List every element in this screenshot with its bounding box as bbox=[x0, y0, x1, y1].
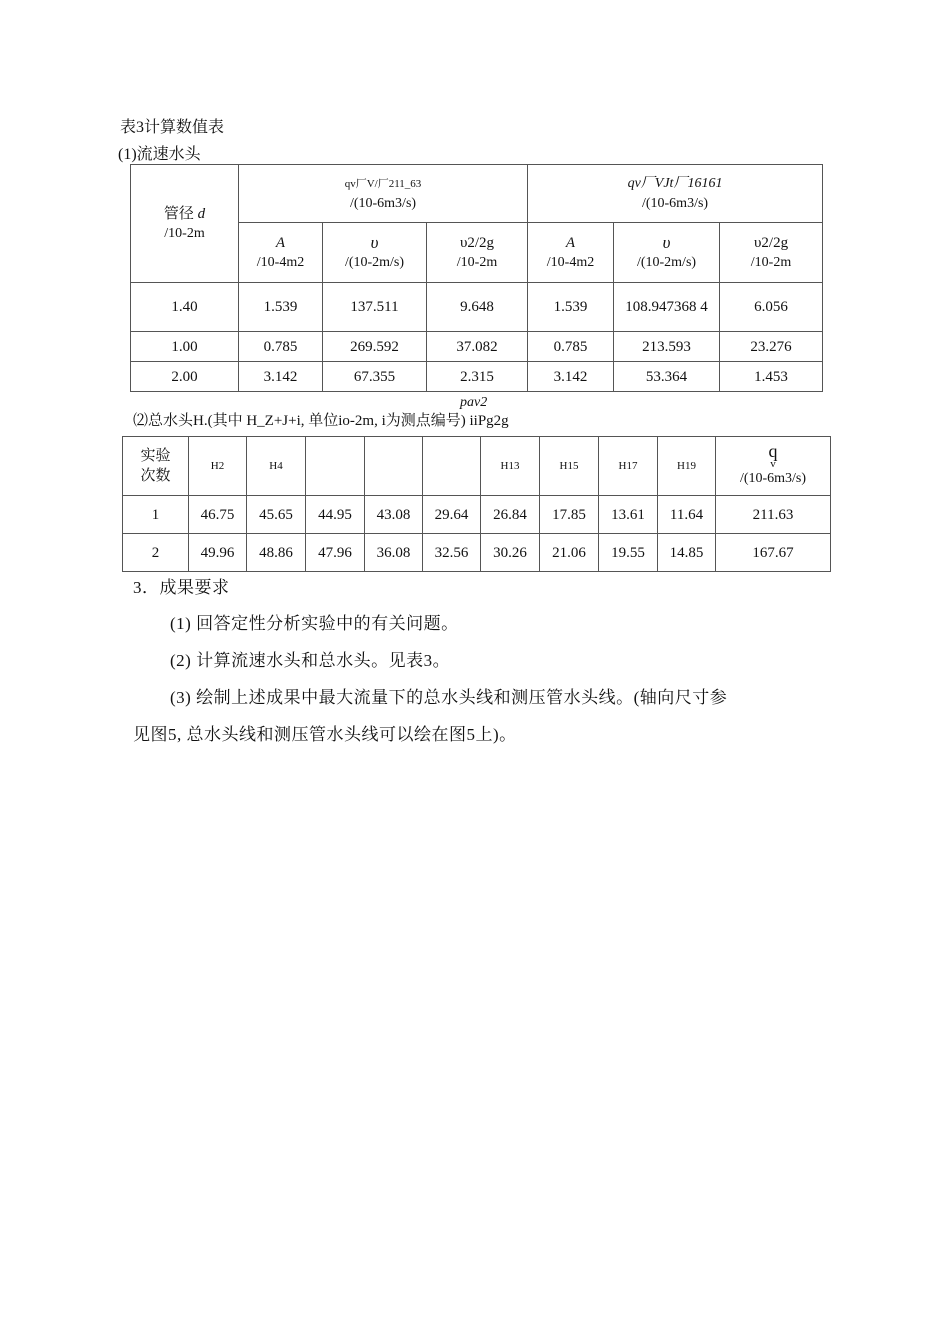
table-cell: 29.64 bbox=[423, 496, 481, 534]
table-cell: 2.315 bbox=[427, 362, 528, 392]
table-row bbox=[131, 362, 823, 392]
table-cell: 47.96 bbox=[306, 534, 365, 572]
velocity-head-header: υ2/2g /10-2m bbox=[427, 223, 528, 283]
column-header: H17 bbox=[599, 437, 658, 496]
flow-group-2-header: qv厂VJt厂16161 /(10-6m3/s) bbox=[528, 165, 823, 223]
pipe-diameter-header: 管径 d /10-2m bbox=[131, 165, 239, 283]
table-cell: 1.00 bbox=[131, 332, 239, 362]
table-cell: 9.648 bbox=[427, 283, 528, 332]
experiment-number-header: 实验 次数 bbox=[123, 437, 189, 496]
table-cell: 3.142 bbox=[239, 362, 323, 392]
table-cell: 0.785 bbox=[239, 332, 323, 362]
table-cell: 1.40 bbox=[131, 283, 239, 332]
table-cell: 1 bbox=[123, 496, 189, 534]
table-cell: 3.142 bbox=[528, 362, 614, 392]
table-cell: 49.96 bbox=[189, 534, 247, 572]
table-cell: 269.592 bbox=[323, 332, 427, 362]
table-cell: 213.593 bbox=[614, 332, 720, 362]
table-cell: 43.08 bbox=[365, 496, 423, 534]
column-header: H19 bbox=[658, 437, 716, 496]
table-row bbox=[131, 283, 823, 332]
requirement-3-continued: 见图5, 总水头线和测压管水头线可以绘在图5上)。 bbox=[133, 725, 517, 744]
section-heading: 3．成果要求 bbox=[133, 578, 230, 597]
table-cell: 137.511 bbox=[323, 283, 427, 332]
table-cell: 26.84 bbox=[481, 496, 540, 534]
velocity-header: υ /(10-2m/s) bbox=[323, 223, 427, 283]
column-header bbox=[365, 437, 423, 496]
table-cell: 108.947368 4 bbox=[614, 283, 720, 332]
table1-subtitle: (1)流速水头 bbox=[118, 146, 201, 163]
table-cell: 6.056 bbox=[720, 283, 823, 332]
table-cell: 53.364 bbox=[614, 362, 720, 392]
table-row bbox=[131, 332, 823, 362]
table-cell: 48.86 bbox=[247, 534, 306, 572]
table-caption: 表3计算数值表 bbox=[120, 119, 225, 136]
table-cell: 44.95 bbox=[306, 496, 365, 534]
table-cell: 14.85 bbox=[658, 534, 716, 572]
requirement-2: (2) 计算流速水头和总水头。见表3。 bbox=[170, 651, 451, 670]
table-cell: 2 bbox=[123, 534, 189, 572]
area-header: A /10-4m2 bbox=[528, 223, 614, 283]
table-cell: 167.67 bbox=[716, 534, 831, 572]
requirement-1: (1) 回答定性分析实验中的有关问题。 bbox=[170, 614, 459, 633]
table-cell: 45.65 bbox=[247, 496, 306, 534]
flow-group-1-header: qv厂V/厂211_63 /(10-6m3/s) bbox=[239, 165, 528, 223]
table-cell: 37.082 bbox=[427, 332, 528, 362]
column-header: H13 bbox=[481, 437, 540, 496]
table-cell: 67.355 bbox=[323, 362, 427, 392]
table-cell: 0.785 bbox=[528, 332, 614, 362]
table-row bbox=[123, 496, 831, 534]
table-cell: 1.539 bbox=[239, 283, 323, 332]
table-cell: 32.56 bbox=[423, 534, 481, 572]
area-header: A /10-4m2 bbox=[239, 223, 323, 283]
table-cell: 30.26 bbox=[481, 534, 540, 572]
table2-subtitle: ⑵总水头H.(其中 H_Z+J+i, 单位io-2m, i为测点编号) iiPg2g bbox=[133, 413, 509, 429]
table-cell: 19.55 bbox=[599, 534, 658, 572]
table-cell: 17.85 bbox=[540, 496, 599, 534]
table-cell: 21.06 bbox=[540, 534, 599, 572]
table-cell: 13.61 bbox=[599, 496, 658, 534]
table-cell: 36.08 bbox=[365, 534, 423, 572]
velocity-header: υ /(10-2m/s) bbox=[614, 223, 720, 283]
column-header bbox=[423, 437, 481, 496]
velocity-head-table bbox=[130, 164, 823, 392]
table-cell: 2.00 bbox=[131, 362, 239, 392]
formula-fragment: pav2 bbox=[460, 395, 488, 410]
table-cell: 1.539 bbox=[528, 283, 614, 332]
column-header bbox=[306, 437, 365, 496]
requirement-3: (3) 绘制上述成果中最大流量下的总水头线和测压管水头线。(轴向尺寸参 bbox=[170, 688, 728, 707]
table-cell: 1.453 bbox=[720, 362, 823, 392]
total-head-table bbox=[122, 436, 831, 572]
table-cell: 23.276 bbox=[720, 332, 823, 362]
table-row bbox=[123, 534, 831, 572]
column-header: H15 bbox=[540, 437, 599, 496]
velocity-head-header: υ2/2g /10-2m bbox=[720, 223, 823, 283]
flow-rate-header: q v /(10-6m3/s) bbox=[716, 437, 831, 496]
column-header: H4 bbox=[247, 437, 306, 496]
table-cell: 11.64 bbox=[658, 496, 716, 534]
table-cell: 46.75 bbox=[189, 496, 247, 534]
column-header: H2 bbox=[189, 437, 247, 496]
table-cell: 211.63 bbox=[716, 496, 831, 534]
